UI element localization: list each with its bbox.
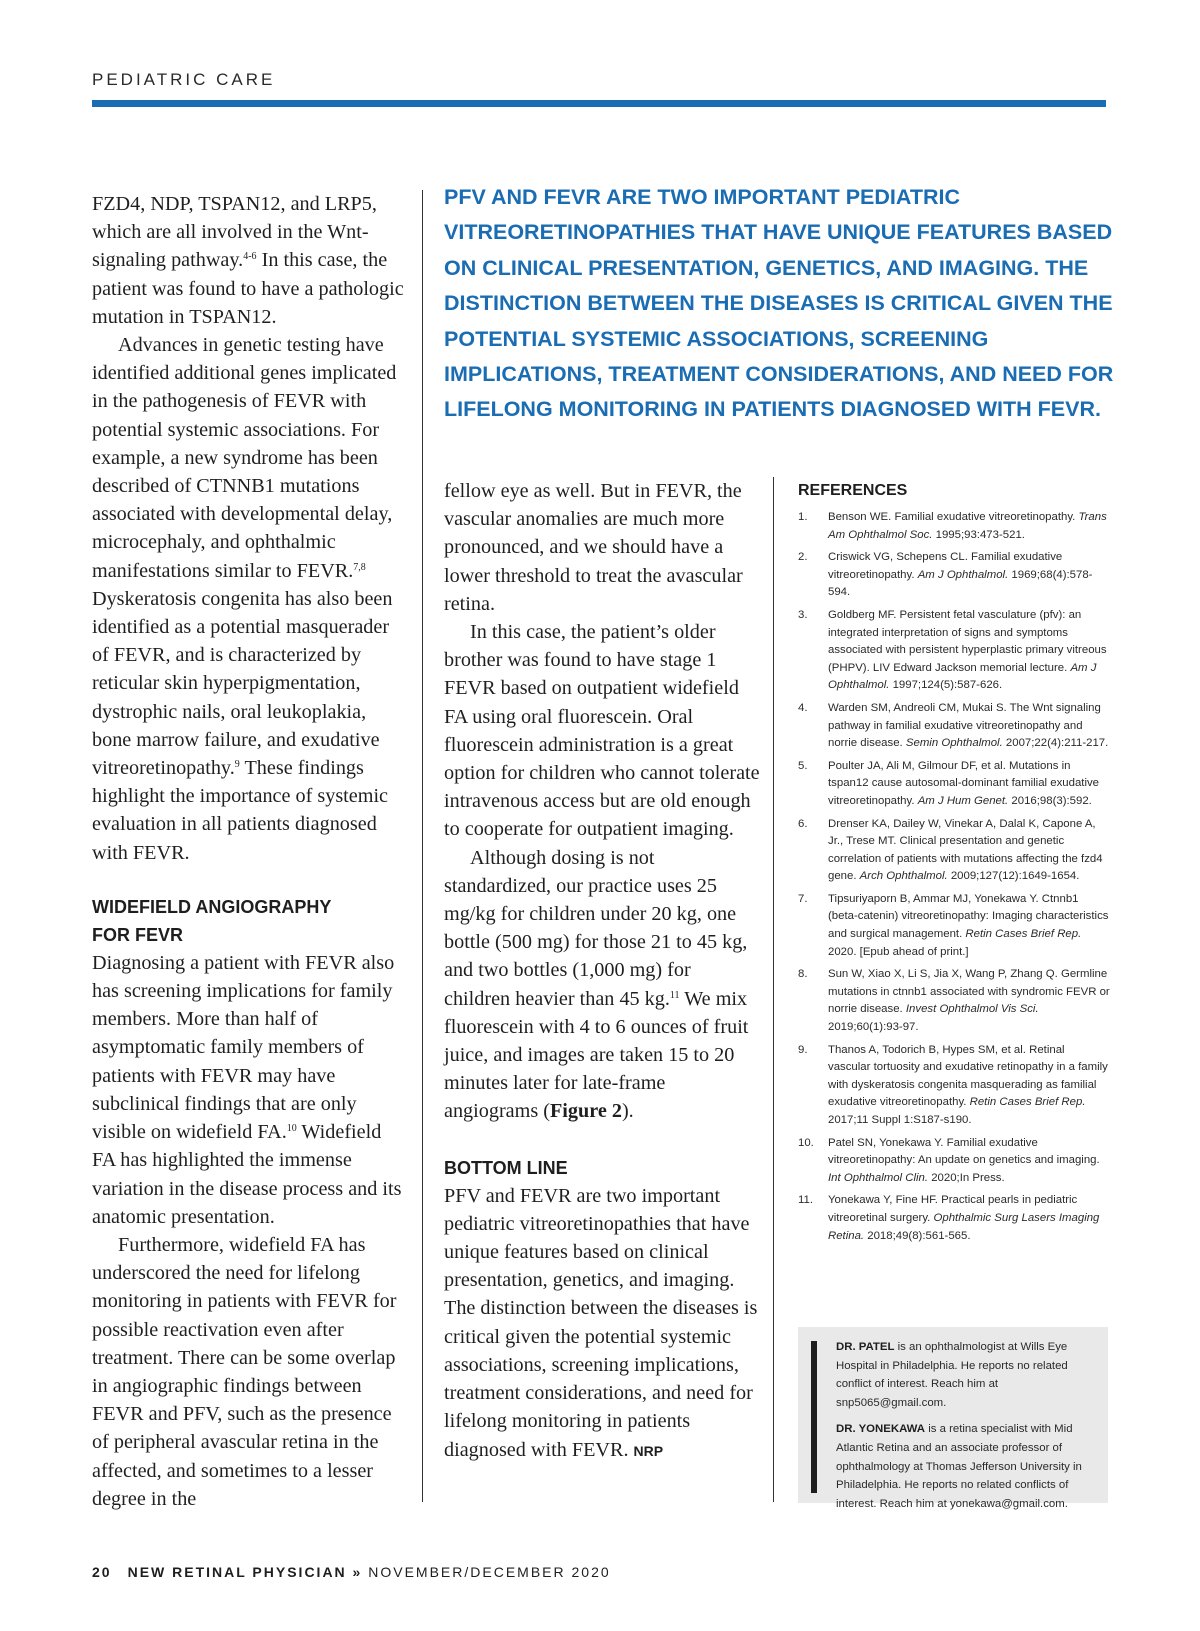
author-bio-box [798, 1327, 1108, 1510]
left-column [92, 190, 406, 1513]
paragraph: fellow eye as well. But in FEVR, the vascular anomalies are much more pronounced, and we should have a lower threshold to treat the avascular retina. [444, 480, 743, 615]
paragraph: PFV and FEVR are two important pediatric vitreoretinopathies that have unique features based on clinical presentation, genetics, and imaging. The distinction between the diseases is critical given the potential systemic associations, screening implications, treatment considerations, and need for lifelong monitoring in patients diagnosed with FEVR. NRP [444, 1184, 758, 1461]
reference-item: 4. Warden SM, Andreoli CM, Mukai S. The Wnt signaling pathway in familial exudative vitreoretinopathy and norrie disease. Semin Ophthalmol. 2007;22(4):211-217. [798, 701, 1109, 750]
reference-item: 2. Criswick VG, Schepens CL. Familial exudative vitreoretinopathy. Am J Ophthalmol. 1969;68(4):578-594. [798, 551, 1093, 599]
paragraph: In this case, the patient’s older brother was found to have stage 1 FEVR based on outpatient widefield FA using oral fluorescein. Oral fluorescein administration is a great option for children who cannot tolerate intravenous access but are old enough to cooperate for outpatient imaging. [444, 621, 760, 841]
reference-item: 7. Tipsuriyaporn B, Ammar MJ, Yonekawa Y. Ctnnb1 (beta-catenin) vitreoretinopathy: Imaging characteristics and surgical management. Retin Cases Brief Rep. 2020. [Epub ahead of print.] [798, 892, 1109, 958]
reference-item: 10. Patel SN, Yonekawa Y. Familial exudative vitreoretinopathy: An update on genetics and imaging. Int Ophthalmol Clin. 2020;In Press. [798, 1136, 1100, 1184]
reference-item: 5. Poulter JA, Ali M, Gilmour DF, et al. Mutations in tspan12 cause autosomal-dominant familial exudative vitreoretinopathy. Am J Hum Genet. 2016;98(3):592. [798, 759, 1100, 807]
reference-item: 3. Goldberg MF. Persistent fetal vasculature (pfv): an integrated interpretation of signs and symptoms associated with persistent hyperplastic primary vitreous (PHPV). LIV Edward Jackson memorial lecture. Am J Ophthalmol. 1997;124(5):587-626. [798, 608, 1107, 692]
paragraph: Diagnosing a patient with FEVR also has screening implications for family members. More than half of asymptomatic family members of patients with FEVR may have subclinical findings that are only visible on widefield FA.$^{10}$ Widefield FA has highlighted the immense variation in the disease process and its anatomic presentation. [92, 951, 402, 1228]
paragraph: Furthermore, widefield FA has underscored the need for lifelong monitoring in patients with FEVR for possible reactivation even after treatment. There can be some overlap in angiographic findings between FEVR and PFV, such as the presence of peripheral avascular retina in the affected, and sometimes to a lesser degree in the [92, 1233, 397, 1510]
page-number: 20 [92, 1564, 112, 1580]
section-label: PEDIATRIC CARE [92, 70, 276, 89]
bio-accent-bar [811, 1341, 817, 1493]
references [798, 482, 1110, 1250]
reference-list [798, 509, 1110, 1245]
references-title: REFERENCES [798, 482, 908, 499]
column-divider [422, 190, 423, 1502]
middle-column [444, 477, 760, 1465]
issue-date: NOVEMBER/DECEMBER 2020 [368, 1564, 611, 1580]
reference-item: 8. Sun W, Xiao X, Li S, Jia X, Wang P, Zhang Q. Germline mutations in ctnnb1 associated with syndromic FEVR or norrie disease. Invest Ophthalmol Vis Sci. 2019;60(1):93-97. [798, 968, 1110, 1034]
subhead-bottom-line: BOTTOM LINE [444, 1157, 568, 1178]
figure-reference[interactable]: Figure 2 [549, 1100, 622, 1123]
reference-item: 1. Benson WE. Familial exudative vitreoretinopathy. Trans Am Ophthalmol Soc. 1995;93:473-521. [798, 511, 1107, 541]
paragraph: Advances in genetic testing have identified additional genes implicated in the pathogenesis of FEVR with potential systemic associations. For example, a new syndrome has been described of CTNNB1 mutations associated with developmental delay, microcephaly, and ophthalmic manifestations similar to FEVR.$^{7,8}$ Dyskeratosis congenita has also been identified as a potential masquerader of FEVR, and is characterized by reticular skin hyperpigmentation, dystrophic nails, oral leukoplakia, bone marrow failure, and exudative vitreoretinopathy.$^9$ These findings highlight the importance of systemic evaluation in all patients diagnosed with FEVR. [92, 334, 397, 864]
pull-quote: PFV AND FEVR ARE TWO IMPORTANT PEDIATRIC VITREORETINOPATHIES THAT HAVE UNIQUE FEATURES BASED ON CLINICAL PRESENTATION, GENETICS, AND IMAGING. THE DISTINCTION BETWEEN THE DISEASES IS CRITICAL GIVEN THE POTENTIAL SYSTEMIC ASSOCIATIONS, SCREENING IMPLICATIONS, TREATMENT CONSIDERATIONS, AND NEED FOR LIFELONG MONITORING IN PATIENTS DIAGNOSED WITH FEVR. [444, 185, 1114, 422]
page-footer: 20 NEW RETINAL PHYSICIAN » NOVEMBER/DECEMBER 2020 [92, 1564, 611, 1580]
bio-patel: DR. PATEL is an ophthalmologist at Wills Eye Hospital in Philadelphia. He reports no related conflict of interest. Reach him at snp5065@gmail.com. [836, 1341, 1068, 1409]
reference-item: 6. Drenser KA, Dailey W, Vinekar A, Dalal K, Capone A, Jr., Trese MT. Clinical presentation and genetic correlation of patients with mutations affecting the fzd4 gene. Arch Ophthalmol. 2009;127(12):1649-1654. [798, 817, 1103, 883]
reference-item: 11. Yonekawa Y, Fine HF. Practical pearls in pediatric vitreoretinal surgery. Ophthalmic Surg Lasers Imaging Retina. 2018;49(8):561-565. [798, 1194, 1100, 1242]
paragraph: Although dosing is not standardized, our practice uses 25 mg/kg for children under 20 kg, one bottle (500 mg) for those 21 to 45 kg, and two bottles (1,000 mg) for children heavier than 45 kg.$^{11}$ We mix fluorescein with 4 to 6 ounces of fruit juice, and images are taken 15 to 20 minutes later for late-frame angiograms (Figure 2). [444, 846, 749, 1123]
column-divider [773, 477, 774, 1502]
magazine-name: NEW RETINAL PHYSICIAN [127, 1564, 347, 1580]
header-rule [92, 100, 1106, 107]
reference-item: 9. Thanos A, Todorich B, Hypes SM, et al. Retinal vascular tortuosity and exudative retinopathy in a family with dyskeratosis congenita masquerading as familial exudative vitreoretinopathy. Retin Cases Brief Rep. 2017;11 Suppl 1:S187-s190. [798, 1043, 1108, 1126]
subhead-widefield: WIDEFIELD ANGIOGRAPHY FOR FEVR [92, 896, 332, 945]
bio-yonekawa: DR. YONEKAWA is a retina specialist with Mid Atlantic Retina and an associate professor of ophthalmology at Thomas Jefferson University in Philadelphia. He reports no related conflicts of interest. Reach him at yonekawa@gmail.com. [836, 1423, 1082, 1510]
end-mark: NRP [633, 1442, 664, 1459]
paragraph: FZD4, NDP, TSPAN12, and LRP5, which are all involved in the Wnt-signaling pathway.$^{4-6}$ In this case, the patient was found to have a pathologic mutation in TSPAN12. [92, 193, 404, 328]
